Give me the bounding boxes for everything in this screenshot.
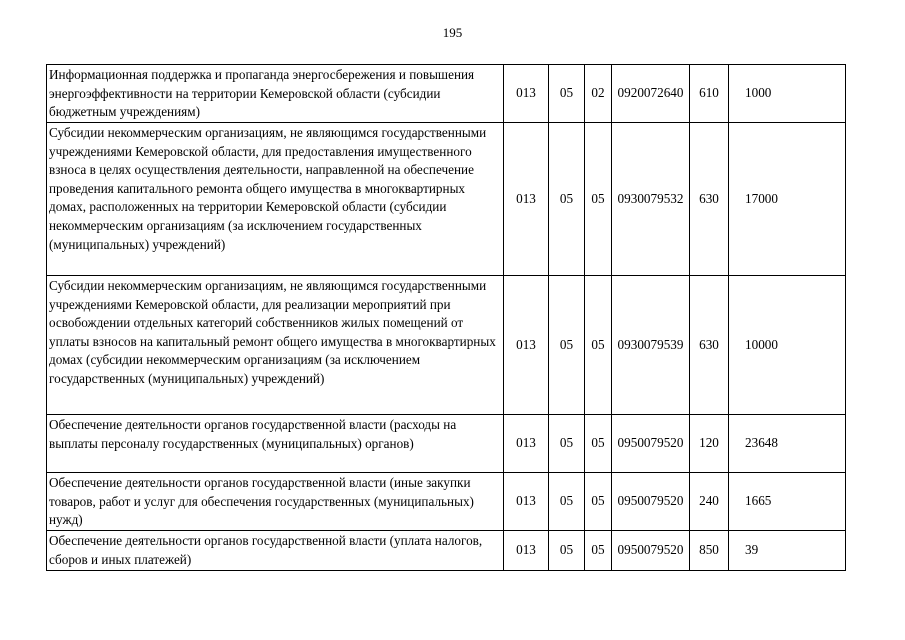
ministry-code-cell: 013 bbox=[504, 531, 549, 571]
amount-cell: 17000 bbox=[729, 123, 846, 276]
expense-type-cell: 850 bbox=[690, 531, 729, 571]
ministry-code-cell: 013 bbox=[504, 415, 549, 473]
table-row bbox=[47, 123, 846, 276]
section-code-cell: 05 bbox=[549, 473, 585, 531]
table-row bbox=[47, 276, 846, 415]
expense-type-cell: 610 bbox=[690, 65, 729, 123]
page-number: 195 bbox=[442, 25, 463, 40]
target-article-cell: 0950079520 bbox=[612, 415, 690, 473]
subsection-code-cell: 05 bbox=[585, 531, 612, 571]
amount-cell: 23648 bbox=[729, 415, 846, 473]
budget-table bbox=[46, 64, 846, 571]
target-article-cell: 0930079539 bbox=[612, 276, 690, 415]
subsection-code-cell: 05 bbox=[585, 473, 612, 531]
section-code-cell: 05 bbox=[549, 123, 585, 276]
expense-type-cell: 630 bbox=[690, 123, 729, 276]
table-row bbox=[47, 473, 846, 531]
target-article-cell: 0950079520 bbox=[612, 531, 690, 571]
subsection-code-cell: 05 bbox=[585, 276, 612, 415]
subsection-code-cell: 05 bbox=[585, 415, 612, 473]
expense-name-cell: Обеспечение деятельности органов государственной власти (иные закупки товаров, работ и услуг для обеспечения государственных (муниципальных) нужд) bbox=[47, 473, 504, 531]
target-article-cell: 0920072640 bbox=[612, 65, 690, 123]
table-row bbox=[47, 415, 846, 473]
expense-type-cell: 120 bbox=[690, 415, 729, 473]
expense-type-cell: 630 bbox=[690, 276, 729, 415]
expense-name-cell: Обеспечение деятельности органов государственной власти (расходы на выплаты персоналу государственных (муниципальных) органов) bbox=[47, 415, 504, 473]
subsection-code-cell: 02 bbox=[585, 65, 612, 123]
amount-cell: 10000 bbox=[729, 276, 846, 415]
target-article-cell: 0950079520 bbox=[612, 473, 690, 531]
section-code-cell: 05 bbox=[549, 415, 585, 473]
amount-cell: 1000 bbox=[729, 65, 846, 123]
section-code-cell: 05 bbox=[549, 531, 585, 571]
expense-name-cell: Субсидии некоммерческим организациям, не являющимся государственными учреждениями Кемеровской области, для предоставления имущественного взноса в целях осуществления деятельности, направленной на обеспечение проведения капитального ремонта общего имущества в многоквартирных домах, расположенных на территории Кемеровской области (субсидии некоммерческим организациям (за исключением государственных (муниципальных) учреждений) bbox=[47, 123, 504, 276]
table-row bbox=[47, 65, 846, 123]
table-row bbox=[47, 531, 846, 571]
ministry-code-cell: 013 bbox=[504, 276, 549, 415]
expense-name-cell: Обеспечение деятельности органов государственной власти (уплата налогов, сборов и иных платежей) bbox=[47, 531, 504, 571]
ministry-code-cell: 013 bbox=[504, 123, 549, 276]
amount-cell: 39 bbox=[729, 531, 846, 571]
section-code-cell: 05 bbox=[549, 276, 585, 415]
section-code-cell: 05 bbox=[549, 65, 585, 123]
amount-cell: 1665 bbox=[729, 473, 846, 531]
expense-type-cell: 240 bbox=[690, 473, 729, 531]
expense-name-cell: Субсидии некоммерческим организациям, не являющимся государственными учреждениями Кемеровской области, для реализации мероприятий при освобождении отдельных категорий собственников жилых помещений от уплаты взносов на капитальный ремонт общего имущества в многоквартирных домах (субсидии некоммерческим организациям (за исключением государственных (муниципальных) учреждений) bbox=[47, 276, 504, 415]
subsection-code-cell: 05 bbox=[585, 123, 612, 276]
ministry-code-cell: 013 bbox=[504, 65, 549, 123]
expense-name-cell: Информационная поддержка и пропаганда энергосбережения и повышения энергоэффективности на территории Кемеровской области (субсидии бюджетным учреждениям) bbox=[47, 65, 504, 123]
target-article-cell: 0930079532 bbox=[612, 123, 690, 276]
ministry-code-cell: 013 bbox=[504, 473, 549, 531]
